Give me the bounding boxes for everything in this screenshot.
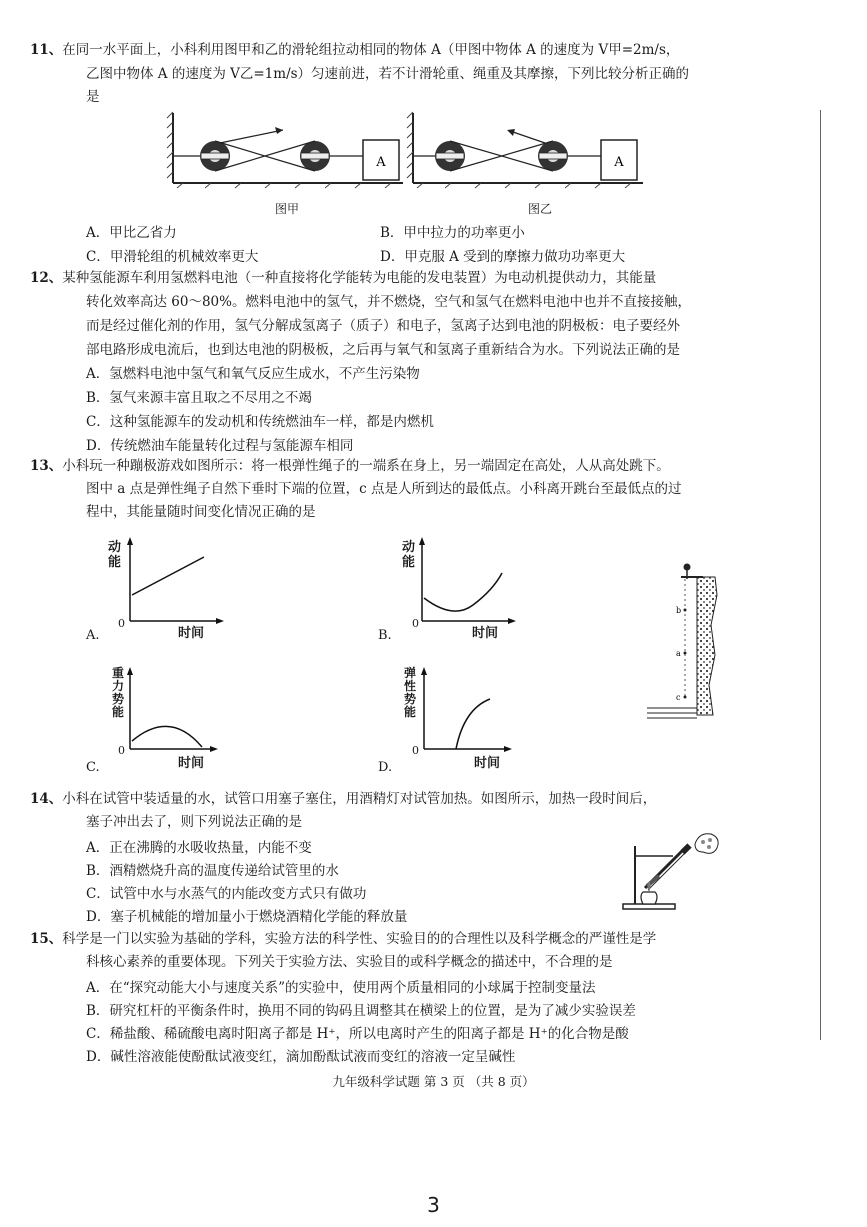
graph-a-curve: [132, 557, 204, 595]
q14-option-c: C．试管中水与水蒸气的内能改变方式只有做功: [86, 886, 367, 902]
graph-a-letter: A.: [86, 628, 100, 643]
graph-a-xlabel: 时间: [178, 626, 205, 641]
graph-c-plot: [126, 665, 226, 755]
graph-d-origin: 0: [412, 744, 419, 757]
q13-line3: 程中，其能量随时间变化情况正确的是: [86, 504, 316, 520]
graph-b-ylabel: 动能: [402, 540, 416, 570]
q11-option-b: B．甲中拉力的功率更小: [380, 225, 525, 241]
block-a-label: A: [614, 155, 624, 170]
q11-line2: 乙图中物体 A 的速度为 V乙=1m/s）匀速前进，若不计滑轮重、绳重及其摩擦，下列比较分析正确的: [86, 66, 690, 82]
q15-option-a: A．在“探究动能大小与速度关系”的实验中，使用两个质量相同的小球属于控制变量法: [86, 980, 596, 996]
q14-number: 14、: [30, 791, 63, 807]
graph-b-xlabel: 时间: [472, 626, 499, 641]
graph-b-letter: B.: [378, 628, 392, 643]
q14-option-a: A．正在沸腾的水吸收热量，内能不变: [86, 840, 312, 856]
test-tube-figure: [615, 826, 725, 914]
figure-b-caption: 图乙: [528, 202, 553, 216]
q11-line3: 是: [86, 89, 100, 105]
q14-line2: 塞子冲出去了，则下列说法正确的是: [86, 814, 302, 830]
q12-line1: 12、某种氢能源车利用氢燃料电池（一种直接将化学能转为电能的发电装置）为电动机提供动力，其能量: [30, 270, 657, 286]
q15-line2: 科核心素养的重要体现。下列关于实验方法、实验目的或科学概念的描述中，不合理的是: [86, 954, 613, 970]
graph-c-ylabel: 重力势能: [112, 666, 125, 719]
q11-number: 11、: [30, 42, 63, 58]
margin-line: [820, 110, 821, 1040]
q14-line1: 14、小科在试管中装适量的水，试管口用塞子塞住，用酒精灯对试管加热。如图所示，加热一段时间后，: [30, 791, 657, 807]
graph-c-origin: 0: [118, 744, 125, 757]
q11-line1: 11、在同一水平面上，小科利用图甲和乙的滑轮组拉动相同的物体 A（甲图中物体 A 的速度为 V甲=2m/s，: [30, 42, 680, 58]
graph-d-curve: [456, 699, 490, 749]
q14-option-b: B．酒精燃烧升高的温度传递给试管里的水: [86, 863, 339, 879]
q14-option-d: D．塞子机械能的增加量小于燃烧酒精化学能的释放量: [86, 909, 408, 925]
bungee-figure: [645, 555, 730, 720]
q12-line4: 部电路形成电流后，也到达电池的阴极板，之后再与氧气和氢离子重新结合为水。下列说法正确的是: [86, 342, 680, 358]
q12-line2: 转化效率高达 60～80%。燃料电池中的氢气，并不燃烧，空气和氢气在燃料电池中也并不直接接触，: [86, 294, 691, 310]
graph-c-letter: C.: [86, 760, 100, 775]
graph-d-letter: D.: [378, 760, 393, 775]
q11-option-d: D．甲克服 A 受到的摩擦力做功功率更大: [380, 249, 626, 265]
page-number: 3: [427, 1193, 440, 1217]
figure-a-caption: 图甲: [275, 202, 300, 216]
q11-option-c: C．甲滑轮组的机械效率更大: [86, 249, 259, 265]
graph-c-curve: [132, 726, 202, 747]
pulley-figure-a: [165, 108, 405, 190]
q13-line1: 13、小科玩一种蹦极游戏如图所示：将一根弹性绳子的一端系在身上，另一端固定在高处，人从高处跳下。: [30, 458, 670, 474]
q12-number: 12、: [30, 270, 63, 286]
graph-c-xlabel: 时间: [178, 756, 205, 771]
q15-line1: 15、科学是一门以实验为基础的学科，实验方法的科学性、实验目的的合理性以及科学概念的严谨性是学: [30, 931, 657, 947]
q12-option-b: B．氢气来源丰富且取之不尽用之不竭: [86, 390, 312, 406]
point-c-label: c: [676, 693, 681, 702]
q15-option-b: B．研究杠杆的平衡条件时，换用不同的钩码且调整其在横梁上的位置，是为了减少实验误差: [86, 1003, 636, 1019]
q11-option-a: A．甲比乙省力: [86, 225, 177, 241]
block-a-label: A: [376, 155, 386, 170]
pulley-figure-b: [405, 108, 645, 190]
graph-b-origin: 0: [412, 617, 419, 630]
q13-number: 13、: [30, 458, 63, 474]
q12-option-a: A．氢燃料电池中氢气和氧气反应生成水，不产生污染物: [86, 366, 420, 382]
graph-a-plot: [126, 535, 226, 627]
q15-option-d: D．碱性溶液能使酚酞试液变红，滴加酚酞试液而变红的溶液一定呈碱性: [86, 1049, 516, 1065]
q12-line3: 而是经过催化剂的作用，氢气分解成氢离子（质子）和电子，氢离子达到电池的阴极板：电子要经外: [86, 318, 680, 334]
q15-option-c: C．稀盐酸、稀硫酸电离时阳离子都是 H⁺，所以电离时产生的阳离子都是 H⁺的化合物是酸: [86, 1026, 629, 1042]
graph-a-ylabel: 动能: [108, 540, 122, 570]
graph-d-plot: [420, 665, 520, 755]
q13-line2: 图中 a 点是弹性绳子自然下垂时下端的位置，c 点是人所到达的最低点。小科离开跳台至最低点的过: [86, 481, 682, 497]
point-b-label: b: [676, 606, 682, 615]
q12-option-c: C．这种氢能源车的发动机和传统燃油车一样，都是内燃机: [86, 414, 434, 430]
graph-b-curve: [424, 573, 502, 611]
graph-a-origin: 0: [118, 617, 125, 630]
q15-number: 15、: [30, 931, 63, 947]
graph-d-ylabel: 弹性势能: [404, 666, 417, 719]
q12-option-d: D．传统燃油车能量转化过程与氢能源车相同: [86, 438, 354, 454]
graph-d-xlabel: 时间: [474, 756, 501, 771]
page-footer: 九年级科学试题 第 3 页 （共 8 页）: [332, 1074, 535, 1089]
graph-b-plot: [418, 535, 518, 627]
point-a-label: a: [676, 649, 681, 658]
